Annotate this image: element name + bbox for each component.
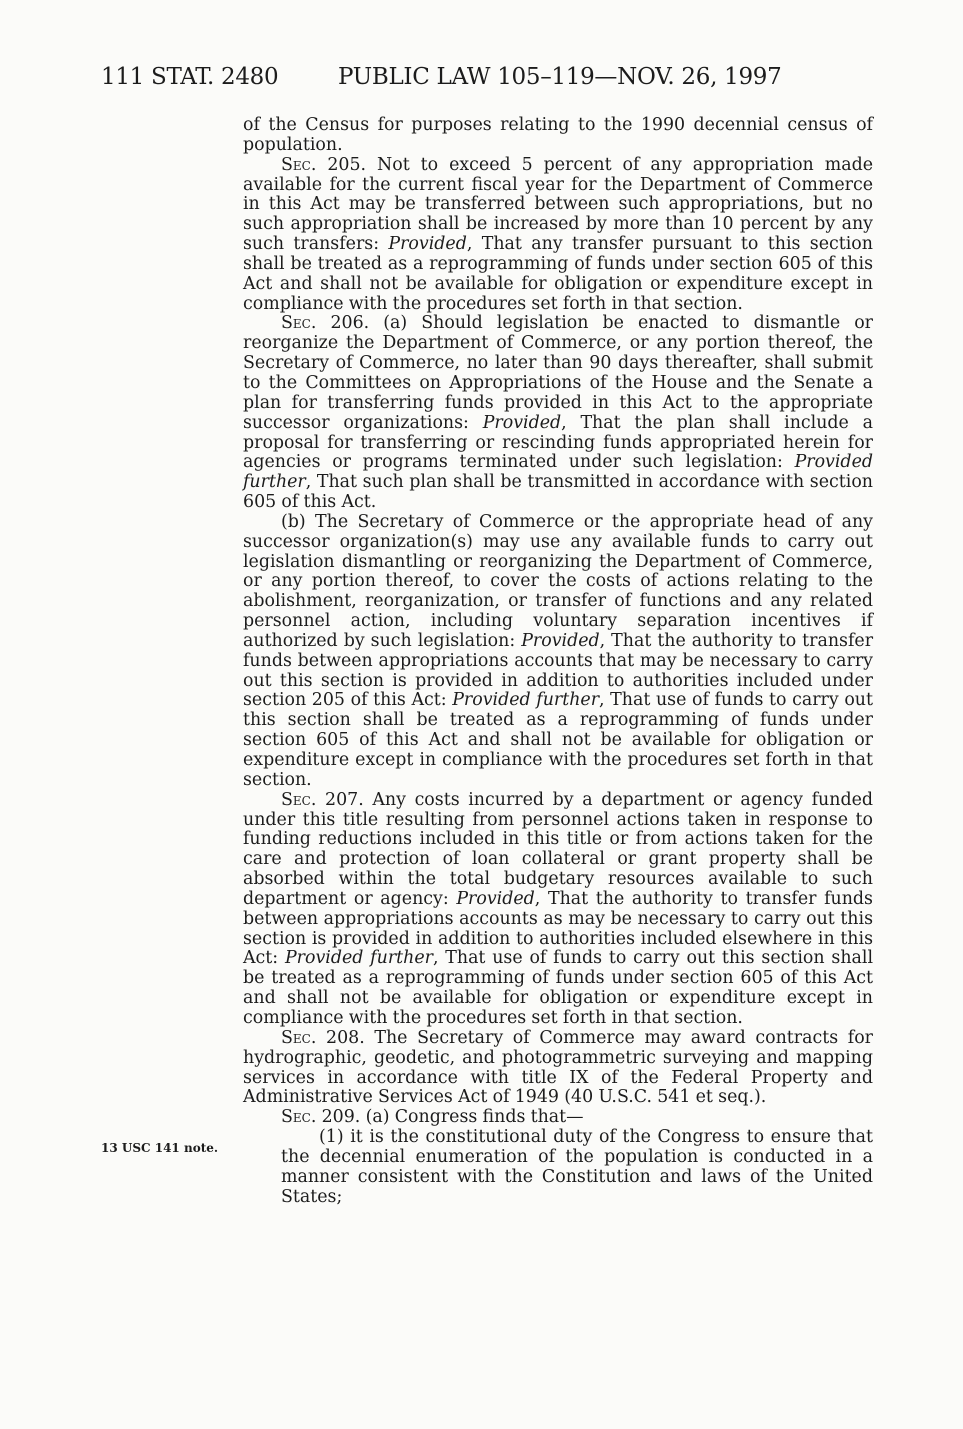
section-label: Sec (281, 154, 311, 175)
page-identifier: 111 STAT. 2480 (101, 64, 279, 90)
text-run: . 209. (a) Congress finds that— (310, 1107, 584, 1128)
italic-phrase: Provided further (243, 452, 873, 493)
section-label: Sec (281, 313, 311, 334)
text-run: (1) it is the constitutional duty of the Congress to ensure that the decennial enumeration of the population is conducted in a manner consistent with the Constitution and laws of the United States; (281, 1127, 873, 1207)
italic-phrase: Provided (521, 630, 600, 651)
paragraph (243, 513, 873, 791)
paragraph (243, 156, 873, 315)
paragraph (243, 314, 873, 512)
text-run: , That use of funds to carry out this section shall be treated as a reprogramming of funds under section 605 of this Act and shall not be available for obligation or expenditure except in compliance with the procedures set forth in that section. (243, 948, 874, 1028)
text-run: , That the plan shall include a proposal for transferring or rescinding funds appropriated herein for agencies or programs terminated under such legislation: (243, 412, 873, 473)
text-run: , That any transfer pursuant to this section shall be treated as a reprogramming of funds under section 605 of this Act and shall not be available for obligation or expenditure except in compliance with the procedures set forth in that section. (243, 234, 873, 314)
text-run: . 207. Any costs incurred by a department or agency funded under this title resulting from personnel actions taken in response to funding reductions included in this title or from actions taken for the care and protection of loan collateral or grant property shall be absorbed within the total budgetary resources available to such department or agency: (243, 789, 873, 909)
text-run: . 206. (a) Should legislation be enacted to dismantle or reorganize the Department of Commerce, or any portion thereof, the Secretary of Commerce, no later than 90 days thereafter, shall submit to the Committees on Appropriations of the House and the Senate a plan for transferring funds provided in this Act to the appropriate successor organizations: (243, 313, 873, 433)
italic-phrase: Provided further (284, 948, 433, 969)
italic-phrase: Provided further (452, 690, 600, 711)
italic-phrase: Provided (456, 888, 535, 909)
paragraph (243, 116, 873, 156)
text-run: , That the authority to transfer funds between appropriations accounts as may be necessary to carry out this section is provided in addition to authorities included elsewhere in this Act: (243, 888, 873, 969)
text-run: , That such plan shall be transmitted in accordance with section 605 of this Act. (243, 472, 873, 513)
margin-note: 13 USC 141 note. (101, 1141, 219, 1155)
paragraph (243, 1029, 873, 1108)
running-header (0, 64, 963, 98)
law-title: PUBLIC LAW 105–119—NOV. 26, 1997 (338, 64, 782, 90)
paragraph (243, 1108, 873, 1128)
section-label: Sec (281, 1107, 311, 1128)
text-run: . 208. The Secretary of Commerce may award contracts for hydrographic, geodetic, and photogrammetric surveying and mapping services in accordance with title IX of the Federal Property and Administrative Services Act of 1949 (40 U.S.C. 541 et seq.). (243, 1027, 873, 1108)
text-run: , That the authority to transfer funds between appropriations accounts that may be necessary to carry out this section is provided in addition to authorities included under section 205 of this Act: (243, 630, 874, 711)
paragraph (243, 1128, 873, 1207)
text-run: of the Census for purposes relating to the 1990 decennial census of population. (243, 115, 873, 155)
italic-phrase: Provided (482, 412, 562, 433)
section-label: Sec (281, 789, 311, 810)
italic-phrase: Provided (388, 234, 467, 255)
section-label: Sec (281, 1027, 311, 1048)
text-run: (b) The Secretary of Commerce or the appropriate head of any successor organization(s) may use any available funds to carry out legislation dismantling or reorganizing the Department of Commerce, or any portion thereof, to cover the costs of actions relating to the abolishment, reorganization, or transfer of functions and any related personnel action, including voluntary separation incentives if authorized by such legislation: (243, 511, 873, 651)
text-run: . 205. Not to exceed 5 percent of any appropriation made available for the current fiscal year for the Department of Commerce in this Act may be transferred between such appropriations, but no such appropriation shall be increased by more than 10 percent by any such transfers: (243, 154, 873, 255)
paragraph (243, 791, 873, 1029)
text-run: , That use of funds to carry out this section shall be treated as a reprogramming of funds under section 605 of this Act and shall not be available for obligation or expenditure except in compliance with the procedures set forth in that section. (243, 690, 873, 790)
body-text (243, 116, 873, 1207)
